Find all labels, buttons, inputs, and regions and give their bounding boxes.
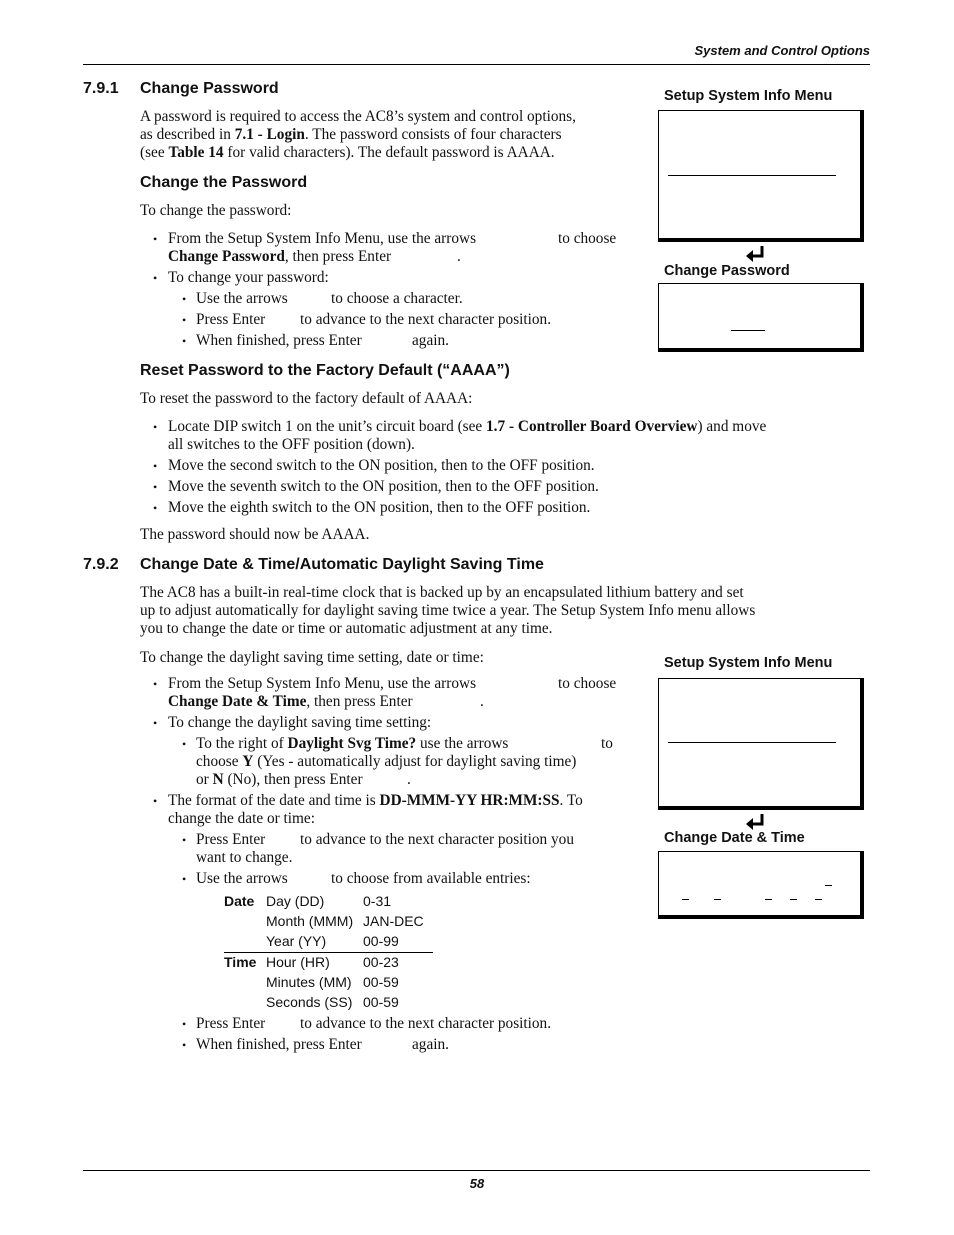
bullet-dot: • xyxy=(182,1017,187,1031)
page-number: 58 xyxy=(469,1176,485,1191)
bullet-dot: • xyxy=(182,334,187,348)
cursor-mark xyxy=(825,885,832,886)
bullet-text: When finished, press Enter xyxy=(196,1036,362,1053)
field-separator xyxy=(765,899,772,900)
bullet-text: want to change. xyxy=(196,849,293,866)
bullet-text: again. xyxy=(412,332,449,349)
bullet-text: . xyxy=(407,771,411,788)
bullet-text: to choose a character. xyxy=(331,290,463,307)
enter-key-icon xyxy=(745,244,767,264)
field-separator xyxy=(682,899,689,900)
bullet-dot: • xyxy=(182,833,187,847)
table-ref: Table 14 xyxy=(168,144,224,161)
panel-label: Change Password xyxy=(664,263,790,279)
running-header: System and Control Options xyxy=(694,43,870,58)
intro-line-3: (see Table 14 for valid characters). The default password is AAAA. xyxy=(140,144,555,161)
bullet-text: choose Y (Yes - automatically adjust for daylight saving time) xyxy=(196,753,577,770)
change-intro: To change the password: xyxy=(140,202,292,219)
lcd-change-date-time xyxy=(658,851,864,919)
bullet-text: To change the daylight saving time setting: xyxy=(168,714,432,731)
bullet-text: The format of the date and time is DD-MMM-YY HR:MM:SS. To xyxy=(168,792,583,809)
para-line: up to adjust automatically for daylight saving time twice a year. The Setup System Info menu allows xyxy=(140,602,756,619)
bullet-text: . xyxy=(457,248,461,265)
bullet-text: From the Setup System Info Menu, use the arrows xyxy=(168,675,477,692)
field-separator xyxy=(714,899,721,900)
table-cell: 0-31 xyxy=(363,893,392,909)
panel-label: Setup System Info Menu xyxy=(664,655,833,671)
bullet-text: When finished, press Enter xyxy=(196,332,362,349)
section-title: Change Password xyxy=(140,80,279,97)
table-cell: JAN-DEC xyxy=(363,913,424,929)
table-cell: Seconds (SS) xyxy=(266,994,353,1010)
bullet-text: to advance to the next character position. xyxy=(300,1015,552,1032)
menu-highlight-line xyxy=(668,175,836,176)
bullet-text: change the date or time: xyxy=(168,810,315,827)
bullet-text: Use the arrows xyxy=(196,290,288,307)
bullet-text: Press Enter xyxy=(196,831,266,848)
header-rule xyxy=(83,64,870,65)
para-line: The AC8 has a built-in real-time clock that is backed up by an encapsulated lithium battery and set xyxy=(140,584,744,601)
subheading-change: Change the Password xyxy=(140,174,308,191)
bullet-text: to advance to the next character position you xyxy=(300,831,574,848)
footer-rule xyxy=(83,1170,870,1171)
bullet-text: From the Setup System Info Menu, use the arrows xyxy=(168,230,477,247)
bullet-text: Change Date & Time, then press Enter xyxy=(168,693,413,710)
table-cell: 00-23 xyxy=(363,954,399,970)
bullet-dot: • xyxy=(153,459,158,473)
table-cell: Day (DD) xyxy=(266,893,325,909)
bullet-text: to choose xyxy=(558,675,617,692)
panel-label: Change Date & Time xyxy=(664,830,805,846)
bullet-text: again. xyxy=(412,1036,449,1053)
table-cell: 00-59 xyxy=(363,994,399,1010)
bullet-dot: • xyxy=(153,716,158,730)
subheading-reset: Reset Password to the Factory Default (“AAAA”) xyxy=(140,362,510,379)
menu-highlight-line xyxy=(668,742,836,743)
section-title: Change Date & Time/Automatic Daylight Saving Time xyxy=(140,556,544,573)
bullet-text: Move the second switch to the ON position, then to the OFF position. xyxy=(168,457,595,474)
bullet-text: to xyxy=(601,735,613,752)
table-divider xyxy=(224,952,433,953)
bullet-dot: • xyxy=(153,232,158,246)
bullet-dot: • xyxy=(182,1038,187,1052)
bullet-dot: • xyxy=(182,292,187,306)
bullet-dot: • xyxy=(182,872,187,886)
bullet-text: to choose xyxy=(558,230,617,247)
bullet-text: to choose from available entries: xyxy=(331,870,531,887)
bullet-text: to advance to the next character position. xyxy=(300,311,552,328)
bullet-text: all switches to the OFF position (down). xyxy=(168,436,415,453)
bullet-dot: • xyxy=(153,271,158,285)
bullet-text: Locate DIP switch 1 on the unit’s circuit board (see 1.7 - Controller Board Overview) and move xyxy=(168,418,767,435)
lcd-change-password xyxy=(658,283,864,352)
intro-line-2: as described in 7.1 - Login. The password consists of four characters xyxy=(140,126,562,143)
bullet-text: Press Enter xyxy=(196,311,266,328)
bullet-text: To the right of Daylight Svg Time? use the arrows xyxy=(196,735,509,752)
bullet-text: Press Enter xyxy=(196,1015,266,1032)
bullet-text: or N (No), then press Enter xyxy=(196,771,363,788)
enter-key-icon xyxy=(745,812,767,832)
table-cell: 00-59 xyxy=(363,974,399,990)
table-cell: Minutes (MM) xyxy=(266,974,352,990)
bullet-text: Move the eighth switch to the ON position, then to the OFF position. xyxy=(168,499,591,516)
table-cell: Year (YY) xyxy=(266,933,327,949)
lcd-setup-menu xyxy=(658,678,864,810)
para-line: you to change the date or time or automatic adjustment at any time. xyxy=(140,620,553,637)
table-cell: Hour (HR) xyxy=(266,954,330,970)
bullet-dot: • xyxy=(153,501,158,515)
bullet-text: Change Password, then press Enter xyxy=(168,248,392,265)
bullet-dot: • xyxy=(182,313,187,327)
login-ref: 7.1 - Login xyxy=(234,126,305,143)
bullet-dot: • xyxy=(153,677,158,691)
table-group-label: Date xyxy=(224,893,255,909)
password-field-underline xyxy=(731,330,765,331)
bullet-dot: • xyxy=(153,420,158,434)
bullet-text: . xyxy=(480,693,484,710)
lcd-setup-menu xyxy=(658,110,864,242)
bullet-dot: • xyxy=(182,737,187,751)
bullet-dot: • xyxy=(153,480,158,494)
table-group-label: Time xyxy=(224,954,257,970)
table-cell: 00-99 xyxy=(363,933,399,949)
bullet-text: Use the arrows xyxy=(196,870,288,887)
panel-label: Setup System Info Menu xyxy=(664,88,833,104)
field-separator xyxy=(815,899,822,900)
reset-outro: The password should now be AAAA. xyxy=(140,526,370,543)
bullet-dot: • xyxy=(153,794,158,808)
para-line: To change the daylight saving time setting, date or time: xyxy=(140,649,484,666)
intro-line-1: A password is required to access the AC8’s system and control options, xyxy=(140,108,576,125)
section-number: 7.9.2 xyxy=(83,556,119,573)
section-number: 7.9.1 xyxy=(83,80,119,97)
reset-intro: To reset the password to the factory default of AAAA: xyxy=(140,390,473,407)
table-cell: Month (MMM) xyxy=(266,913,354,929)
bullet-text: To change your password: xyxy=(168,269,329,286)
field-separator xyxy=(790,899,797,900)
bullet-text: Move the seventh switch to the ON position, then to the OFF position. xyxy=(168,478,599,495)
